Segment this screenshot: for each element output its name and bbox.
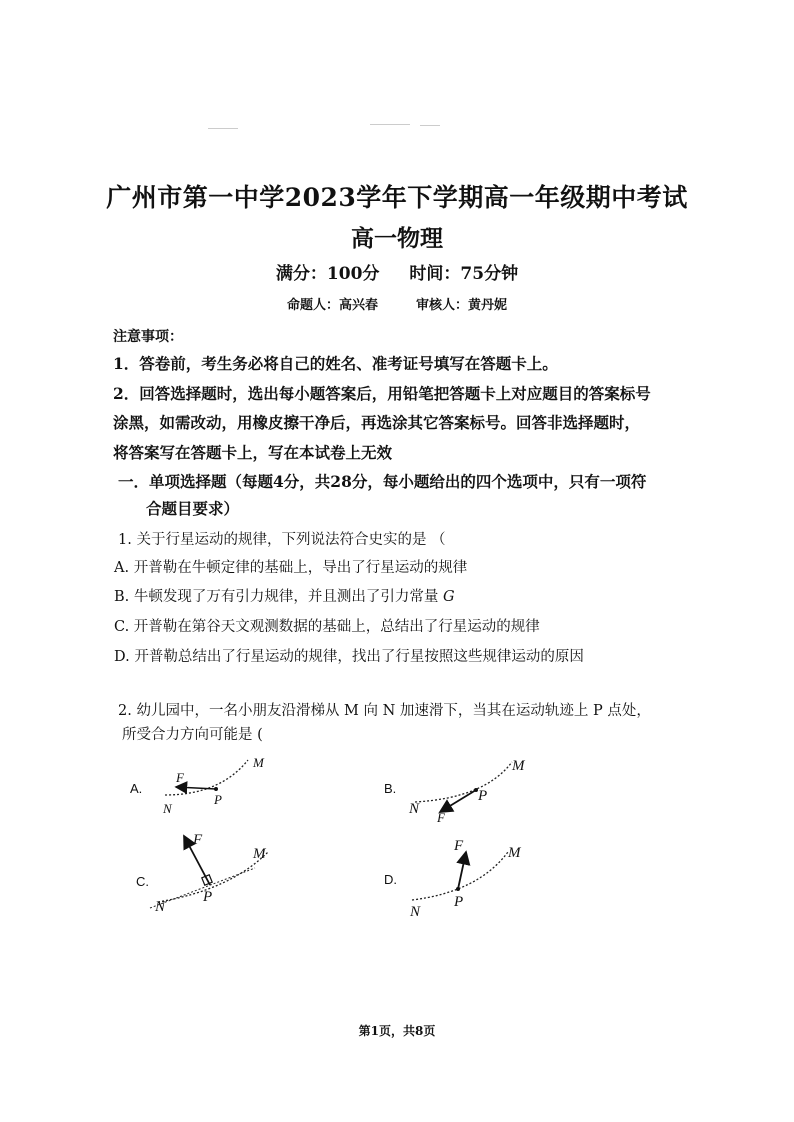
label-n: N [409, 801, 420, 817]
label-n: N [163, 801, 172, 816]
exam-time: 时间：75分钟 [409, 264, 519, 284]
diagram-b [415, 762, 512, 812]
label-f: F [437, 810, 445, 825]
q2-stem-line1: 2. 幼儿园中，一名小朋友沿滑梯从 M 向 N 加速滑下，当其在运动轨迹上 P 点处， [118, 703, 651, 719]
q1-option-c: C. 开普勒在第谷天文观测数据的基础上，总结出了行星运动的规律 [114, 619, 540, 635]
q2-option-c-label: C. [136, 874, 149, 889]
q1-option-b-text: B. 牛顿发现了万有引力规律，并且测出了引力常量 [114, 589, 443, 605]
gravitational-constant-symbol: G [442, 589, 455, 605]
q1-option-d: D. 开普勒总结出了行星运动的规律，找出了行星按照这些规律运动的原因 [114, 649, 584, 665]
label-n: N [155, 899, 166, 915]
q1-option-b [114, 585, 455, 606]
note-item-2-line2: 涂黑，如需改动，用橡皮擦干净后，再选涂其它答案标号。回答非选择题时， [113, 413, 641, 432]
full-score: 满分：100分 [275, 264, 380, 284]
q2-option-b-label: B. [384, 781, 397, 796]
label-p: P [478, 788, 488, 804]
label-f: F [193, 832, 203, 848]
page-footer: 第1页，共8页 [358, 1024, 436, 1038]
note-item-2-line1: 2．回答选择题时，选出每小题答案后，用铅笔把答题卡上对应题目的答案标号 [113, 384, 651, 403]
label-p: P [214, 792, 222, 807]
label-p: P [203, 889, 213, 905]
author-line [0, 294, 794, 313]
q2-stem-line2: 所受合力方向可能是 ( [122, 727, 263, 743]
scan-speck [420, 125, 440, 126]
q2-option-d-label: D. [384, 872, 397, 887]
force-arrow [440, 790, 476, 812]
scan-speck [370, 124, 410, 125]
section1-heading-line2: 合题目要求） [146, 499, 240, 518]
label-f: F [454, 838, 464, 854]
score-time-line [0, 259, 794, 284]
trajectory-curve [158, 852, 268, 902]
force-arrow [458, 852, 466, 889]
exam-title: 广州市第一中学2023学年下学期高一年级期中考试 [106, 183, 688, 212]
label-m: M [253, 846, 266, 862]
note-item-1: 1．答卷前，考生务必将自己的姓名、准考证号填写在答题卡上。 [113, 354, 558, 373]
reviewer: 审核人：黄丹妮 [416, 298, 508, 313]
label-m: M [508, 845, 521, 861]
q2-diagrams [0, 740, 794, 940]
note-item-2-line3: 将答案写在答题卡上，写在本试卷上无效 [113, 443, 393, 462]
diagram-d [412, 852, 508, 900]
q2-option-a-label: A. [130, 781, 143, 796]
q1-option-a: A. 开普勒在牛顿定律的基础上，导出了行星运动的规律 [114, 560, 468, 576]
author: 命题人：高兴春 [286, 298, 378, 313]
q1-stem: 1. 关于行星运动的规律，下列说法符合史实的是 （ [118, 532, 446, 548]
trajectory-curve [415, 762, 512, 802]
label-f: F [176, 770, 184, 785]
section1-heading-line1: 一．单项选择题（每题4分，共28分，每小题给出的四个选项中，只有一项符 [118, 472, 647, 491]
label-n: N [410, 904, 421, 920]
subject-title: 高一物理 [351, 225, 443, 252]
notes-heading: 注意事项： [113, 329, 183, 345]
label-p: P [454, 894, 464, 910]
label-m: M [253, 755, 264, 770]
scan-speck [208, 128, 238, 129]
label-m: M [512, 758, 525, 774]
